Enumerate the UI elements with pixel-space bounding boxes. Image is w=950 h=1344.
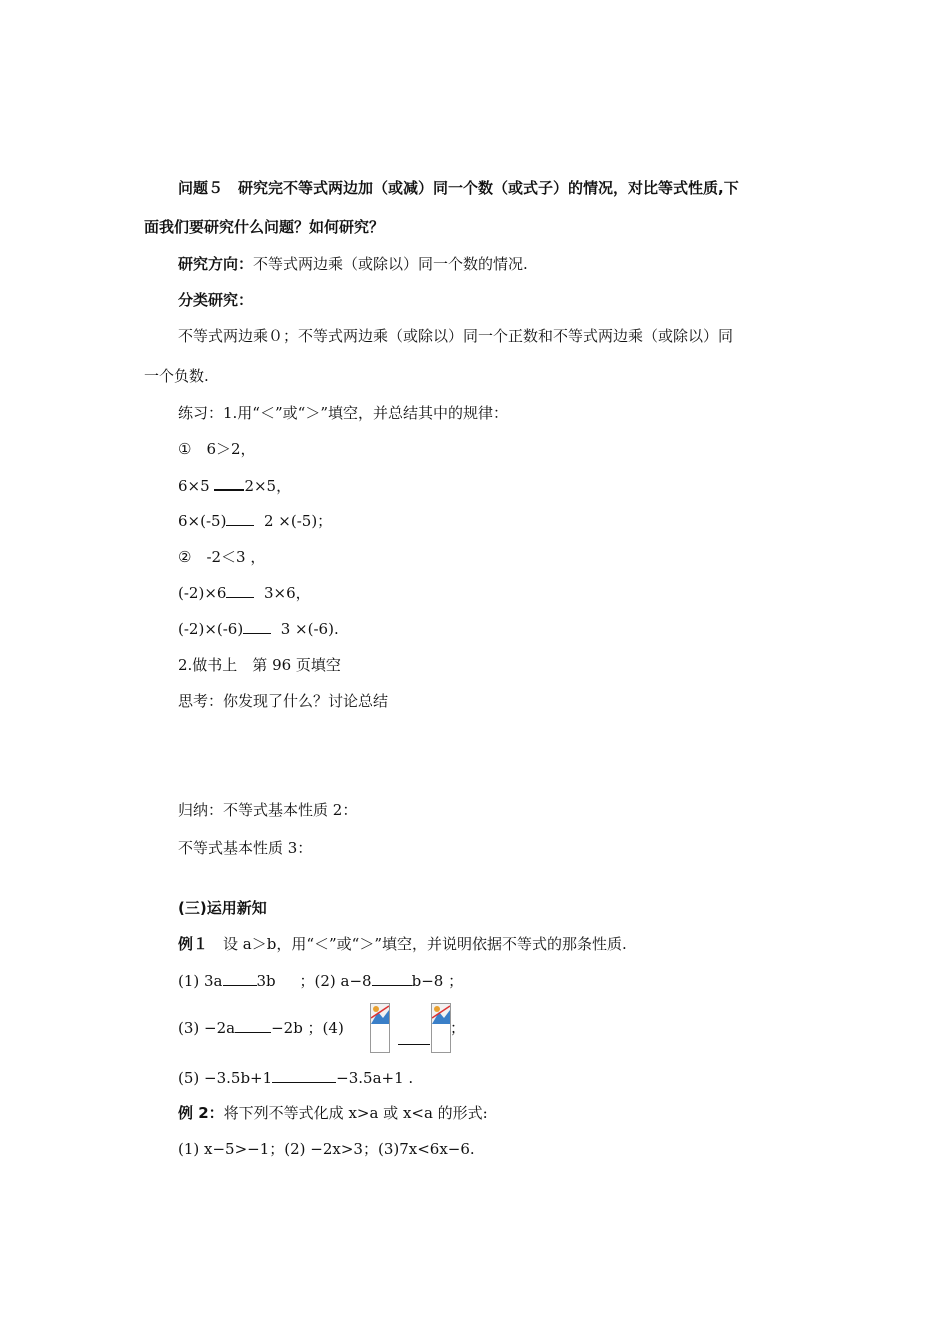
row1-left: 6×5 — [178, 477, 210, 495]
example1-part1 — [178, 971, 463, 991]
research-direction-text: 不等式两边乘（或除以）同一个数的情况. — [253, 255, 528, 273]
example1-heading — [178, 934, 627, 954]
example2-heading — [178, 1103, 488, 1123]
classify-label: 分类研究： — [178, 291, 254, 309]
row4-blank[interactable] — [243, 619, 271, 634]
image-placeholder-icon — [371, 1004, 389, 1024]
p2-blank[interactable] — [372, 971, 412, 986]
row1-blank[interactable] — [214, 475, 244, 491]
row3-right: 3×6， — [263, 584, 311, 602]
practice-row4 — [178, 619, 339, 639]
p3-left: (3) −2a — [178, 1019, 236, 1037]
practice-item2: 2.做书上 第 96 页填空 — [178, 656, 341, 674]
example1-text: 设 a＞b，用“＜”或“＞”填空，并说明依据不等式的那条性质. — [208, 935, 627, 953]
p2-right: b−8 ； — [411, 972, 464, 990]
example1-part3 — [178, 1018, 344, 1038]
practice-intro: 练习：1.用“＜”或“＞”填空，并总结其中的规律： — [178, 404, 508, 422]
row2-left: 6×(-5) — [178, 512, 227, 530]
fraction-image-2 — [431, 1003, 451, 1053]
example2-label: 例 2： — [178, 1104, 224, 1122]
summary-prop2: 归纳：不等式基本性质 2： — [178, 801, 358, 819]
p1-left: (1) 3a — [178, 972, 223, 990]
example1-part5 — [178, 1068, 413, 1088]
fraction-image-1 — [370, 1003, 390, 1053]
p4-end: ； — [450, 1019, 466, 1037]
example1-label: 例１ — [178, 935, 209, 953]
row4-right: 3 ×(-6). — [280, 620, 339, 638]
p3-blank[interactable] — [235, 1018, 271, 1033]
classify-line2: 一个负数. — [144, 367, 209, 385]
image-placeholder-icon — [432, 1004, 450, 1024]
summary-prop3: 不等式基本性质 3： — [178, 839, 313, 857]
classify-line1: 不等式两边乘０；不等式两边乘（或除以）同一个正数和不等式两边乘（或除以）同 — [178, 327, 734, 345]
row4-left: (-2)×(-6) — [178, 620, 244, 638]
row3-left: (-2)×6 — [178, 584, 227, 602]
row3-blank[interactable] — [226, 583, 254, 598]
row1-right: 2×5， — [244, 477, 292, 495]
practice-case2: ② -2＜3 ， — [178, 548, 266, 566]
p1-mid: 3b — [256, 972, 276, 990]
p4-blank[interactable] — [398, 1030, 430, 1045]
practice-case1: ① 6＞2， — [178, 440, 256, 458]
p5-right: −3.5a+1 . — [336, 1069, 414, 1087]
research-direction-label: 研究方向： — [178, 255, 254, 273]
practice-think: 思考：你发现了什么？讨论总结 — [178, 692, 389, 710]
q5-line2: 面我们要研究什么问题？如何研究？ — [144, 218, 385, 236]
q5-line1: 问题５ 研究完不等式两边加（或减）同一个数（或式子）的情况，对比等式性质,下 — [178, 179, 739, 197]
practice-row2 — [178, 511, 332, 531]
p3-right: −2b ；(4) — [271, 1019, 344, 1037]
row2-right: 2 ×(-5)； — [263, 512, 333, 530]
p2-left: ；(2) a−8 — [299, 972, 372, 990]
row2-blank[interactable] — [226, 511, 254, 526]
practice-row1 — [178, 475, 291, 496]
example2-text: 将下列不等式化成 x>a 或 x<a 的形式: — [223, 1104, 488, 1122]
p5-left: (5) −3.5b+1 — [178, 1069, 273, 1087]
research-direction — [178, 254, 528, 274]
example2-items: (1) x−5>−1；(2) −2x>3；(3)7x<6x−6. — [178, 1140, 475, 1158]
p5-blank[interactable] — [272, 1068, 336, 1083]
p1-blank[interactable] — [223, 971, 257, 986]
section3-title: (三)运用新知 — [178, 899, 267, 917]
practice-row3 — [178, 583, 311, 603]
